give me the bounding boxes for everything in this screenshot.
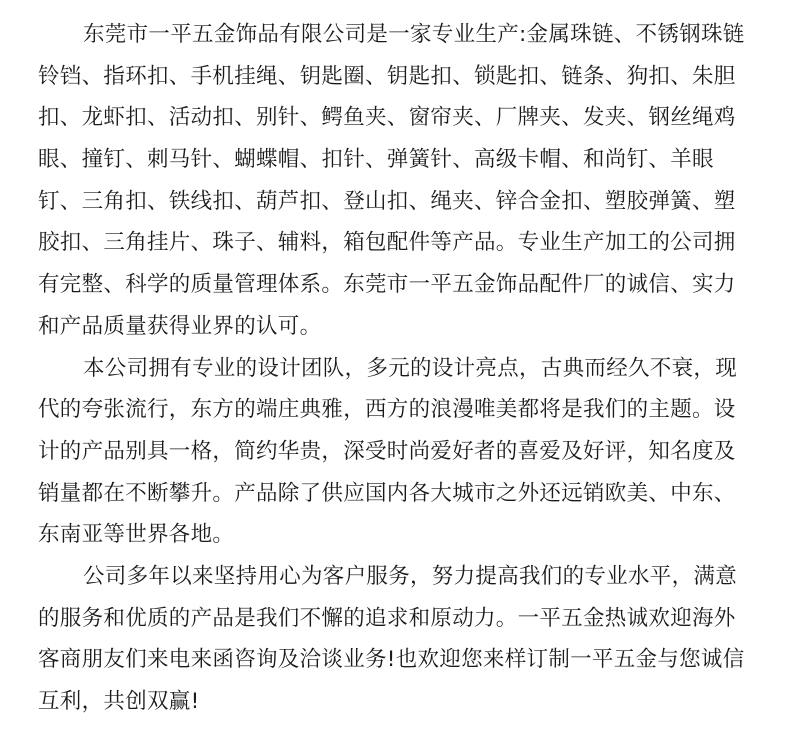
text-line: 东南亚等世界各地。 xyxy=(38,522,235,548)
text-line: 胶扣、三角挂片、珠子、辅料，箱包配件等产品。专业生产加工的公司拥 xyxy=(38,230,736,256)
text-line: 计的产品别具一格，简约华贵，深受时尚爱好者的喜爱及好评，知名度及 xyxy=(38,438,736,464)
text-line: 铃铛、指环扣、手机挂绳、钥匙圈、钥匙扣、锁匙扣、链条、狗扣、朱胆 xyxy=(38,63,736,89)
paragraph-design-team xyxy=(38,348,762,556)
text-line: 钉、三角扣、铁线扣、葫芦扣、登山扣、绳夹、锌合金扣、塑胶弹簧、塑 xyxy=(38,188,736,214)
text-line: 客商朋友们来电来函咨询及洽谈业务!也欢迎您来样订制一平五金与您诚信 xyxy=(38,647,745,673)
text-line: 代的夸张流行，东方的端庄典雅，西方的浪漫唯美都将是我们的主题。设 xyxy=(38,397,736,423)
text-line: 扣、龙虾扣、活动扣、别针、鳄鱼夹、窗帘夹、厂牌夹、发夹、钢丝绳鸡 xyxy=(38,105,736,131)
text-line: 销量都在不断攀升。产品除了供应国内各大城市之外还远销欧美、中东、 xyxy=(38,480,736,506)
text-line: 东莞市一平五金饰品有限公司是一家专业生产:金属珠链、不锈钢珠链 xyxy=(83,22,745,47)
paragraph-company-intro xyxy=(38,14,762,348)
text-line: 互利，共创双赢! xyxy=(38,689,200,714)
text-line: 眼、撞钉、刺马针、蝴蝶帽、扣针、弹簧针、高级卡帽、和尚钉、羊眼 xyxy=(38,147,714,173)
text-line: 有完整、科学的质量管理体系。东莞市一平五金饰品配件厂的诚信、实力 xyxy=(38,272,736,298)
text-line: 公司多年以来坚持用心为客户服务，努力提高我们的专业水平，满意 xyxy=(83,563,738,589)
text-line: 和产品质量获得业界的认可。 xyxy=(38,313,322,339)
text-line: 的服务和优质的产品是我们不懈的追求和原动力。一平五金热诚欢迎海外 xyxy=(38,605,736,631)
text-line: 本公司拥有专业的设计团队，多元的设计亮点，古典而经久不衰，现 xyxy=(83,355,738,381)
paragraph-customer-service xyxy=(38,556,762,723)
